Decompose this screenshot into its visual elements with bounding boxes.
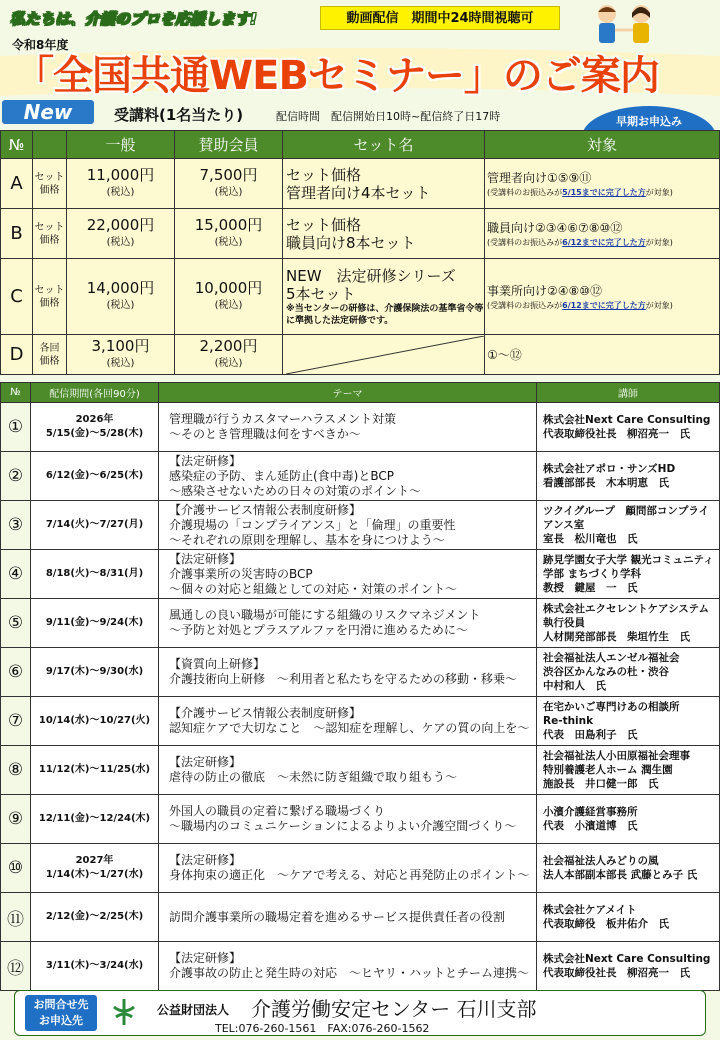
price-row xyxy=(1,159,720,209)
general-price: 11,000円 (税込) xyxy=(67,159,175,209)
price-row-no: B xyxy=(1,209,33,259)
schedule-date: 10/14(水)～10/27(火) xyxy=(31,697,159,746)
schedule-no: ⑤ xyxy=(1,599,31,648)
org-prefix: 公益財団法人 xyxy=(157,1003,230,1017)
schedule-no: ④ xyxy=(1,550,31,599)
schedule-row xyxy=(1,844,720,893)
schedule-theme: 外国人の職員の定着に繋げる職場づくり ～職場内のコミュニケーションによるよりよい介護空間づくり～ xyxy=(159,795,537,844)
target: 事業所向け②④⑧⑩⑫ (受講料のお振込みが6/12までに完了した方が対象) xyxy=(485,259,720,335)
member-price: 10,000円 (税込) xyxy=(175,259,283,335)
price-kind: 各回 価格 xyxy=(33,335,67,375)
schedule-lecturer: 小濱介護経営事務所 代表 小濱道博 氏 xyxy=(537,795,720,844)
price-kind: セット 価格 xyxy=(33,209,67,259)
tagline: 私たちは、介護のプロを応援します! xyxy=(10,10,257,28)
schedule-lecturer: 社会福祉法人エンゼル福祉会 渋谷区かんなみの杜・渋谷 中村和人 氏 xyxy=(537,648,720,697)
target: 職員向け②③④⑥⑦⑧⑩⑫ (受講料のお振込みが6/12までに完了した方が対象) xyxy=(485,209,720,259)
schedule-lecturer: 在宅かいご専門けあの相談所 Re-think 代表 田島利子 氏 xyxy=(537,697,720,746)
schedule-theme: 【法定研修】 介護事故の防止と発生時の対応 ～ヒヤリ・ハットとチーム連携～ xyxy=(159,942,537,991)
member-price: 15,000円 (税込) xyxy=(175,209,283,259)
target-note: (受講料のお振込みが5/15までに完了した方が対象) xyxy=(487,187,673,197)
schedule-no: ⑫ xyxy=(1,942,31,991)
schedule-no: ② xyxy=(1,452,31,501)
schedule-date: 6/12(金)～6/25(木) xyxy=(31,452,159,501)
schedule-theme: 【介護サービス情報公表制度研修】 認知症ケアで大切なこと ～認知症を理解し、ケアの質の向上を～ xyxy=(159,697,537,746)
schedule-no: ⑦ xyxy=(1,697,31,746)
general-price: 22,000円 (税込) xyxy=(67,209,175,259)
schedule-header-no: № xyxy=(1,383,31,403)
schedule-date: 9/17(木)～9/30(水) xyxy=(31,648,159,697)
schedule-no: ⑧ xyxy=(1,746,31,795)
schedule-header-date: 配信期間(各回90分) xyxy=(31,383,159,403)
schedule-date: 7/14(火)～7/27(月) xyxy=(31,501,159,550)
schedule-row xyxy=(1,550,720,599)
price-table xyxy=(0,130,720,375)
schedule-no: ⑪ xyxy=(1,893,31,942)
schedule-theme: 【資質向上研修】 介護技術向上研修 ～利用者と私たちを守るための移動・移乗～ xyxy=(159,648,537,697)
schedule-row xyxy=(1,942,720,991)
price-kind: セット 価格 xyxy=(33,159,67,209)
contact-footer xyxy=(14,990,706,1036)
stream-badge: 動画配信 期間中24時間視聴可 xyxy=(320,6,560,30)
price-row xyxy=(1,209,720,259)
page-title: 「全国共通WEBセミナー」のご案内 xyxy=(14,53,659,99)
set-name: セット価格 管理者向け4本セット xyxy=(283,159,485,209)
set-name-empty xyxy=(283,335,485,375)
new-badge: New xyxy=(2,100,94,124)
schedule-lecturer: 株式会社ケアメイト 代表取締役 板井佑介 氏 xyxy=(537,893,720,942)
org-name: 介護労働安定センター 石川支部 xyxy=(251,997,537,1021)
contact-badge xyxy=(25,995,97,1031)
schedule-header-theme: テーマ xyxy=(159,383,537,403)
price-header-general: 一般 xyxy=(67,131,175,159)
schedule-lecturer: 社会福祉法人みどりの風 法人本部副本部長 武藤とみ子 氏 xyxy=(537,844,720,893)
schedule-lecturer: 株式会社Next Care Consulting 代表取締役社長 柳沼亮一 氏 xyxy=(537,403,720,452)
target-note: (受講料のお振込みが6/12までに完了した方が対象) xyxy=(487,300,673,310)
fiscal-year: 令和8年度 xyxy=(12,38,69,52)
price-header-kind xyxy=(33,131,67,159)
schedule-lecturer: 跡見学園女子大学 観光コミュニティ学部 まちづくり学科 教授 鍵屋 一 氏 xyxy=(537,550,720,599)
schedule-date: 2026年 5/15(金)～5/28(木) xyxy=(31,403,159,452)
schedule-lecturer: 株式会社Next Care Consulting 代表取締役社長 柳沼亮一 氏 xyxy=(537,942,720,991)
schedule-date: 11/12(木)～11/25(水) xyxy=(31,746,159,795)
member-price: 7,500円 (税込) xyxy=(175,159,283,209)
contact-badge-text: お問合せ先 お申込先 xyxy=(33,998,89,1027)
schedule-row xyxy=(1,697,720,746)
schedule-row xyxy=(1,795,720,844)
schedule-theme: 【法定研修】 身体拘束の適正化 ～ケアで考える、対応と再発防止のポイント～ xyxy=(159,844,537,893)
price-row-no: D xyxy=(1,335,33,375)
schedule-date: 8/18(火)～8/31(月) xyxy=(31,550,159,599)
set-name: セット価格 職員向け8本セット xyxy=(283,209,485,259)
schedule-theme: 【法定研修】 介護事業所の災害時のBCP ～個々の対応と組織としての対応・対策のポイント～ xyxy=(159,550,537,599)
schedule-row xyxy=(1,599,720,648)
schedule-lecturer: 社会福祉法人小田原福祉会理事 特別養護老人ホーム 潤生園 施設長 井口健一郎 氏 xyxy=(537,746,720,795)
schedule-date: 2/12(金)～2/25(木) xyxy=(31,893,159,942)
schedule-table xyxy=(0,382,720,991)
schedule-theme: 風通しの良い職場が可能にする組織のリスクマネジメント ～予防と対処とプラスアルファを円滑に進めるために～ xyxy=(159,599,537,648)
schedule-row xyxy=(1,893,720,942)
schedule-no: ③ xyxy=(1,501,31,550)
price-kind: セット 価格 xyxy=(33,259,67,335)
schedule-lecturer: ツクイグループ 顧問部コンプライアンス室 室長 松川竜也 氏 xyxy=(537,501,720,550)
schedule-row xyxy=(1,746,720,795)
schedule-header-lecturer: 講師 xyxy=(537,383,720,403)
set-note: ※当センターの研修は、介護保険法の基準省令等に準拠した法定研修です。 xyxy=(286,303,484,326)
general-price: 3,100円 (税込) xyxy=(67,335,175,375)
member-price: 2,200円 (税込) xyxy=(175,335,283,375)
schedule-date: 3/11(木)～3/24(水) xyxy=(31,942,159,991)
schedule-lecturer: 株式会社エクセレントケアシステム 執行役員 人材開発部部長 柴垣竹生 氏 xyxy=(537,599,720,648)
schedule-row xyxy=(1,648,720,697)
schedule-row xyxy=(1,501,720,550)
price-header-no: № xyxy=(1,131,33,159)
schedule-row xyxy=(1,403,720,452)
schedule-theme: 管理職が行うカスタマーハラスメント対策 ～そのとき管理職は何をすべきか～ xyxy=(159,403,537,452)
target: 管理者向け①⑤⑨⑪ (受講料のお振込みが5/15までに完了した方が対象) xyxy=(485,159,720,209)
price-header-set: セット名 xyxy=(283,131,485,159)
kids-illustration xyxy=(585,2,665,46)
schedule-no: ⑥ xyxy=(1,648,31,697)
general-price: 14,000円 (税込) xyxy=(67,259,175,335)
price-header-member: 賛助会員 xyxy=(175,131,283,159)
schedule-theme: 【法定研修】 虐待の防止の徹底 ～未然に防ぎ組織で取り組もう～ xyxy=(159,746,537,795)
schedule-theme: 【介護サービス情報公表制度研修】 介護現場の「コンプライアンス」と「倫理」の重要性 ～それぞれの原則を理解し、基本を身につけよう～ xyxy=(159,501,537,550)
target-note: (受講料のお振込みが6/12までに完了した方が対象) xyxy=(487,237,673,247)
price-row-no: C xyxy=(1,259,33,335)
schedule-no: ⑩ xyxy=(1,844,31,893)
schedule-date: 2027年 1/14(木)～1/27(水) xyxy=(31,844,159,893)
set-name: NEW 法定研修シリーズ 5本セット ※当センターの研修は、介護保険法の基準省令等に準拠した法定研修です。 xyxy=(283,259,485,335)
price-row-no: A xyxy=(1,159,33,209)
fee-heading: 受講料(1名当たり) xyxy=(114,106,244,124)
schedule-lecturer: 株式会社アポロ・サンズHD 看護部部長 木本明恵 氏 xyxy=(537,452,720,501)
price-header-target: 対象 xyxy=(485,131,720,159)
price-row xyxy=(1,335,720,375)
stream-time: 配信時間 配信開始日10時~配信終了日17時 xyxy=(276,110,501,123)
schedule-no: ① xyxy=(1,403,31,452)
schedule-date: 9/11(金)～9/24(木) xyxy=(31,599,159,648)
price-row xyxy=(1,259,720,335)
org-logo-icon xyxy=(111,997,137,1027)
schedule-row xyxy=(1,452,720,501)
schedule-date: 12/11(金)～12/24(木) xyxy=(31,795,159,844)
org-tel-fax: TEL:076-260-1561 FAX:076-260-1562 xyxy=(215,1022,430,1035)
early-bird-text: 早期お申込み xyxy=(616,115,682,128)
schedule-theme: 【法定研修】 感染症の予防、まん延防止(食中毒)とBCP ～感染させないための日々の対策のポイント～ xyxy=(159,452,537,501)
schedule-no: ⑨ xyxy=(1,795,31,844)
schedule-theme: 訪問介護事業所の職場定着を進めるサービス提供責任者の役割 xyxy=(159,893,537,942)
target: ①～⑫ xyxy=(485,335,720,375)
